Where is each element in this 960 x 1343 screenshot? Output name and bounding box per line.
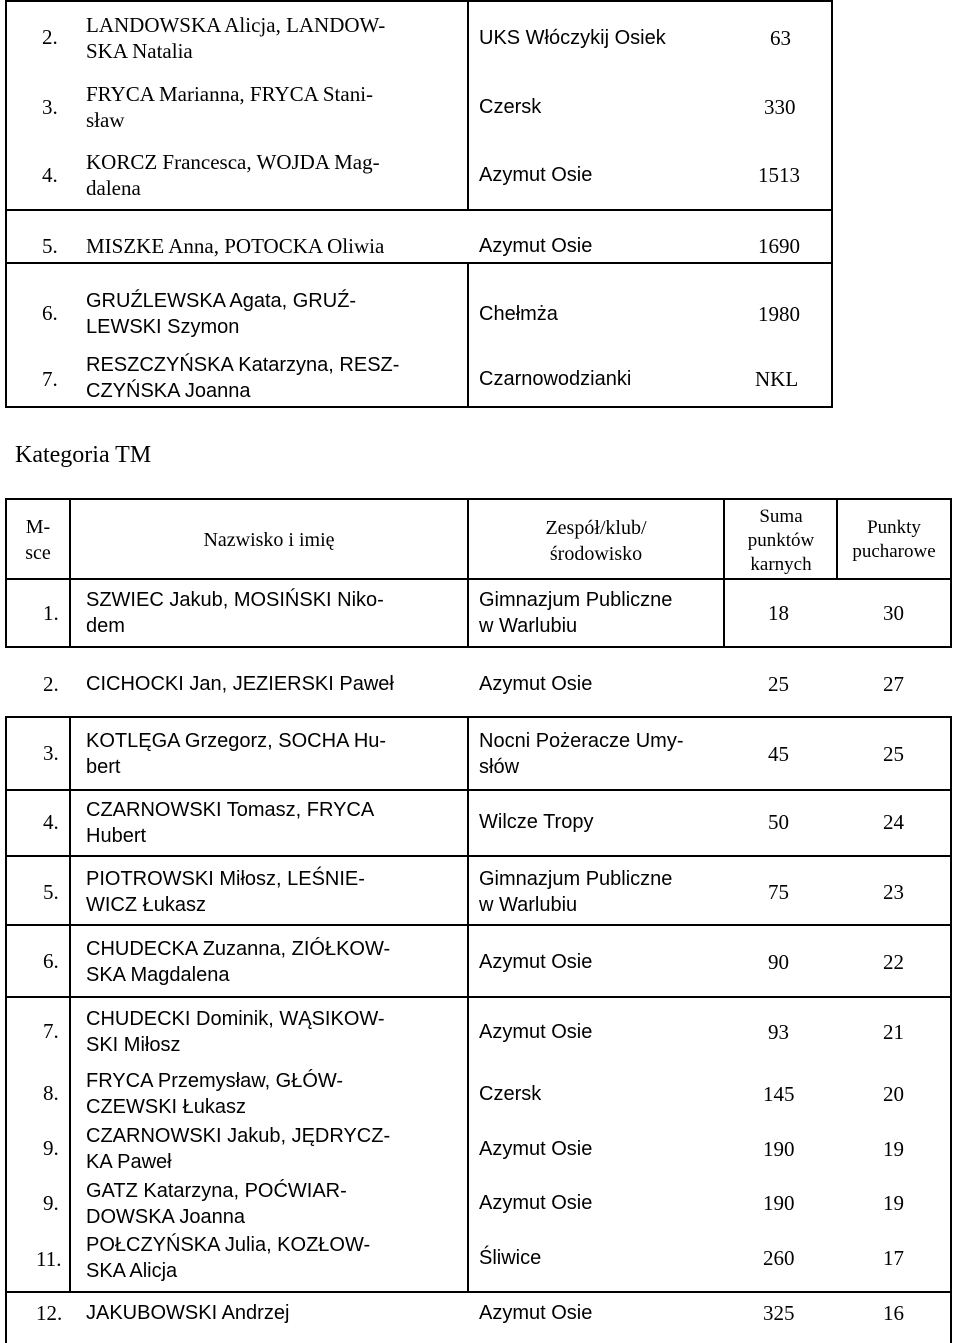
name-cell: CZYŃSKA Joanna (86, 380, 251, 402)
team-cell: słów (479, 756, 520, 778)
place-cell: 5. (42, 234, 58, 258)
place-cell: 3. (43, 741, 59, 765)
team-cell: Czersk (479, 96, 542, 118)
header-place: sce (25, 542, 51, 564)
name-cell: POŁCZYŃSKA Julia, KOZŁOW- (86, 1234, 371, 1256)
name-cell: FRYCA Marianna, FRYCA Stani- (86, 82, 374, 106)
name-cell: KA Paweł (86, 1151, 172, 1173)
name-cell: CHUDECKI Dominik, WĄSIKOW- (86, 1008, 385, 1030)
place-cell: 2. (43, 672, 59, 696)
team-cell: Czarnowodzianki (479, 368, 632, 390)
points-cell: 1690 (758, 234, 800, 258)
sum-cell: 145 (763, 1082, 795, 1106)
header-cup: pucharowe (852, 541, 936, 562)
name-cell: KOTLĘGA Grzegorz, SOCHA Hu- (86, 730, 387, 752)
cup-cell: 20 (883, 1082, 904, 1106)
name-cell: CZARNOWSKI Jakub, JĘDRYCZ- (86, 1125, 391, 1147)
name-cell: GATZ Katarzyna, POĆWIAR- (86, 1180, 347, 1202)
cup-cell: 25 (883, 742, 904, 766)
header-team: środowisko (549, 543, 643, 565)
name-cell: GRUŹLEWSKA Agata, GRUŹ- (86, 290, 357, 312)
cup-cell: 23 (883, 880, 904, 904)
name-cell: RESZCZYŃSKA Katarzyna, RESZ- (86, 354, 400, 376)
cup-cell: 22 (883, 950, 904, 974)
place-cell: 9. (43, 1136, 59, 1160)
team-cell: Azymut Osie (479, 1021, 593, 1043)
sum-cell: 25 (768, 672, 789, 696)
place-cell: 1. (43, 601, 59, 625)
header-sum: punktów (747, 530, 815, 551)
place-cell: 3. (42, 95, 58, 119)
place-cell: 2. (42, 25, 58, 49)
name-cell: DOWSKA Joanna (86, 1206, 245, 1228)
sum-cell: 45 (768, 742, 789, 766)
team-cell: UKS Włóczykij Osiek (479, 27, 666, 49)
team-cell: Chełmża (479, 303, 558, 325)
team-cell: Azymut Osie (479, 673, 593, 695)
name-cell: CZARNOWSKI Tomasz, FRYCA (86, 799, 375, 821)
name-cell: SZWIEC Jakub, MOSIŃSKI Niko- (86, 589, 384, 611)
place-cell: 8. (43, 1081, 59, 1105)
name-cell: SKI Miłosz (86, 1034, 181, 1056)
name-cell: FRYCA Przemysław, GŁÓW- (86, 1070, 344, 1092)
team-cell: Azymut Osie (479, 235, 593, 257)
name-cell: LEWSKI Szymon (86, 316, 240, 338)
sum-cell: 18 (768, 601, 789, 625)
name-cell: dem (86, 615, 125, 637)
place-cell: 6. (42, 301, 58, 325)
team-cell: Gimnazjum Publiczne (479, 868, 673, 890)
place-cell: 4. (42, 163, 58, 187)
cup-cell: 24 (883, 810, 904, 834)
name-cell: Hubert (86, 825, 147, 847)
sum-cell: 190 (763, 1137, 795, 1161)
name-cell: bert (86, 756, 121, 778)
points-cell: 1513 (758, 163, 800, 187)
team-cell: Azymut Osie (479, 164, 593, 186)
sum-cell: 190 (763, 1191, 795, 1215)
name-cell: SKA Alicja (86, 1260, 178, 1282)
points-cell: 330 (764, 95, 796, 119)
cup-cell: 19 (883, 1191, 904, 1215)
team-cell: Nocni Pożeracze Umy- (479, 730, 684, 752)
team-cell: Gimnazjum Publiczne (479, 589, 673, 611)
cup-cell: 30 (883, 601, 904, 625)
header-name: Nazwisko i imię (203, 529, 335, 551)
name-cell: SKA Natalia (86, 39, 193, 63)
place-cell: 7. (42, 367, 58, 391)
place-cell: 9. (43, 1191, 59, 1215)
name-cell: CHUDECKA Zuzanna, ZIÓŁKOW- (86, 938, 391, 960)
cup-cell: 17 (883, 1246, 904, 1270)
place-cell: 11. (36, 1247, 62, 1271)
name-cell: SKA Magdalena (86, 964, 230, 986)
team-cell: w Warlubiu (479, 894, 578, 916)
sum-cell: 93 (768, 1020, 789, 1044)
header-sum: karnych (750, 554, 812, 575)
place-cell: 6. (43, 949, 59, 973)
sum-cell: 75 (768, 880, 789, 904)
name-cell: CZEWSKI Łukasz (86, 1096, 247, 1118)
team-cell: Azymut Osie (479, 951, 593, 973)
name-cell: CICHOCKI Jan, JEZIERSKI Paweł (86, 673, 394, 695)
name-cell: WICZ Łukasz (86, 894, 207, 916)
points-cell: NKL (755, 367, 799, 391)
cup-cell: 16 (883, 1301, 904, 1325)
team-cell: Śliwice (479, 1247, 542, 1269)
sum-cell: 50 (768, 810, 789, 834)
team-cell: Azymut Osie (479, 1302, 593, 1324)
team-cell: Wilcze Tropy (479, 811, 594, 833)
cup-cell: 19 (883, 1137, 904, 1161)
place-cell: 5. (43, 880, 59, 904)
name-cell: dalena (86, 176, 141, 200)
header-team: Zespół/klub/ (545, 517, 647, 539)
team-cell: Azymut Osie (479, 1192, 593, 1214)
points-cell: 63 (770, 26, 791, 50)
team-cell: w Warlubiu (479, 615, 578, 637)
sum-cell: 260 (763, 1246, 795, 1270)
name-cell: JAKUBOWSKI Andrzej (86, 1302, 290, 1324)
cup-cell: 21 (883, 1020, 904, 1044)
name-cell: MISZKE Anna, POTOCKA Oliwia (86, 234, 385, 258)
cup-cell: 27 (883, 672, 904, 696)
header-sum: Suma (759, 506, 803, 527)
place-cell: 12. (36, 1301, 63, 1325)
name-cell: sław (86, 108, 125, 132)
name-cell: LANDOWSKA Alicja, LANDOW- (86, 13, 386, 37)
sum-cell: 90 (768, 950, 789, 974)
points-cell: 1980 (758, 302, 800, 326)
team-cell: Czersk (479, 1083, 542, 1105)
name-cell: KORCZ Francesca, WOJDA Mag- (86, 150, 380, 174)
header-place: M- (25, 516, 51, 538)
header-cup: Punkty (867, 517, 921, 538)
place-cell: 7. (43, 1019, 59, 1043)
place-cell: 4. (43, 810, 59, 834)
name-cell: PIOTROWSKI Miłosz, LEŚNIE- (86, 868, 365, 890)
category-title: Kategoria TM (15, 442, 152, 468)
team-cell: Azymut Osie (479, 1138, 593, 1160)
sum-cell: 325 (763, 1301, 795, 1325)
